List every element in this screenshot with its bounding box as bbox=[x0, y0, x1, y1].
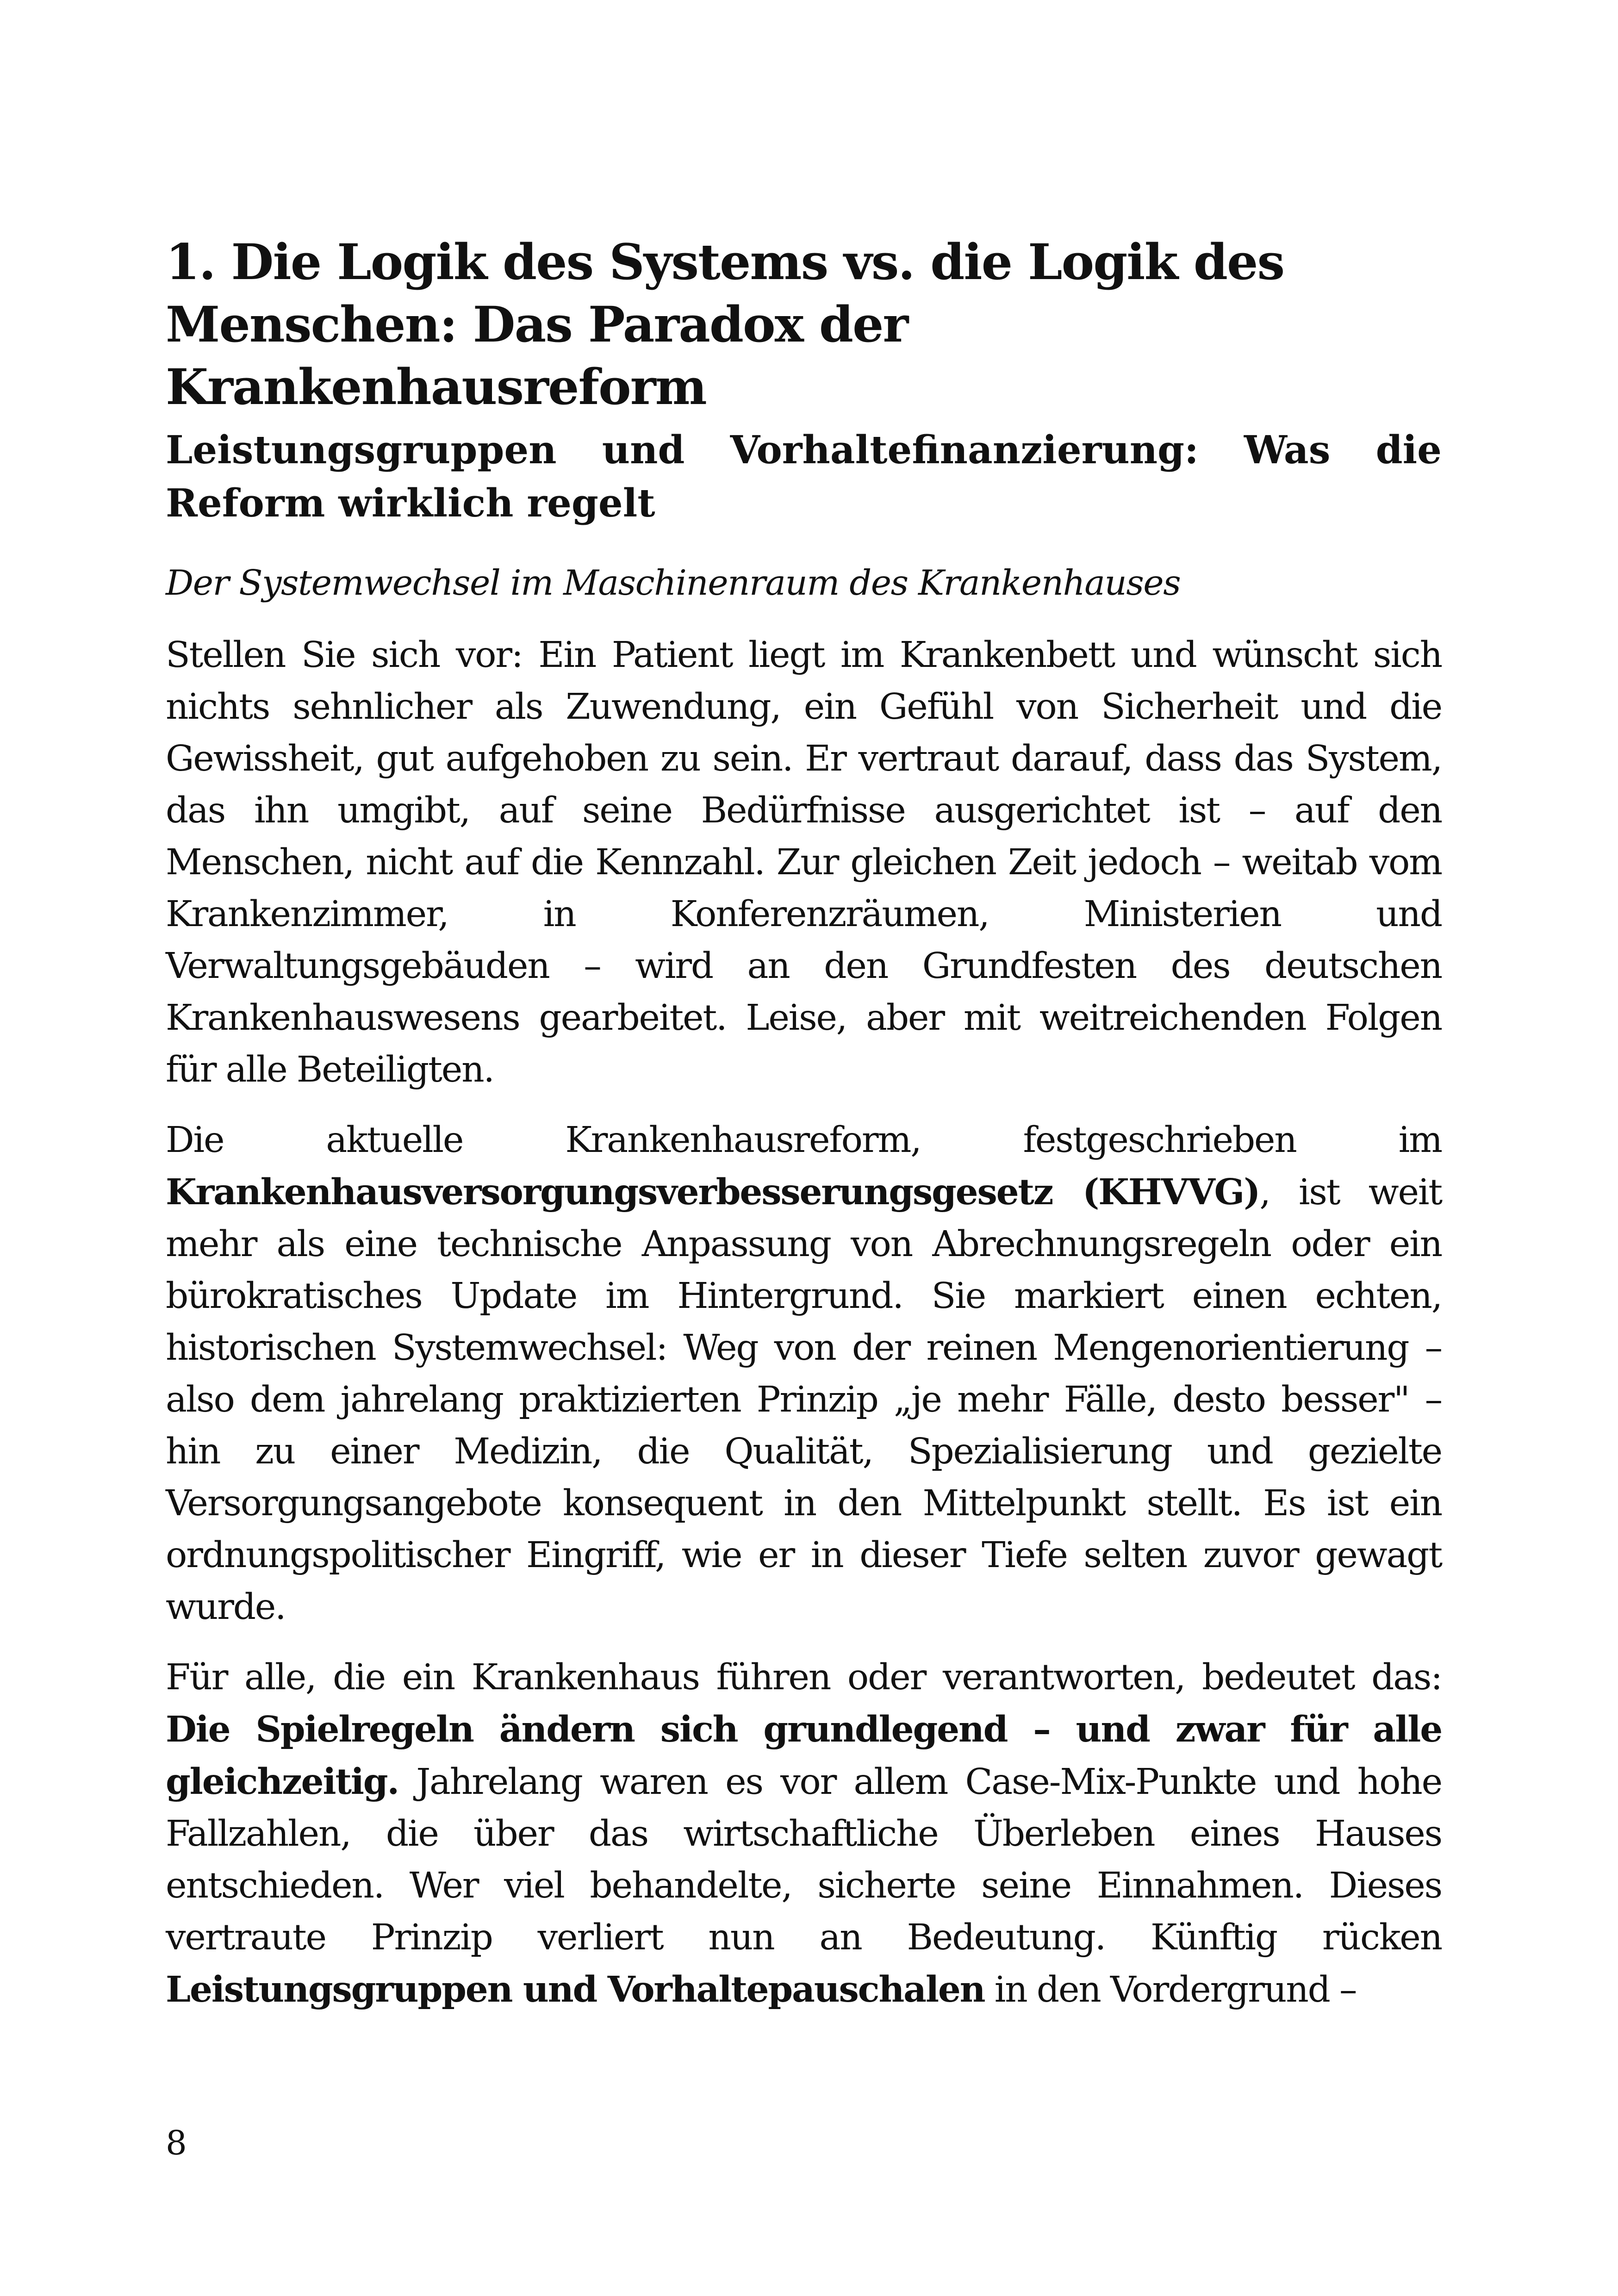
page-number: 8 bbox=[166, 2123, 187, 2162]
paragraph-3-bold-groups: Leistungsgruppen und Vorhaltepauschalen bbox=[166, 1969, 985, 2010]
chapter-title-line-1: 1. Die Logik des Systems vs. die Logik des bbox=[166, 233, 1284, 291]
section-title-line-1: Leistungsgruppen und Vorhaltefinanzierung: Was die bbox=[166, 427, 1442, 473]
paragraph-3-text-a: Für alle, die ein Krankenhaus führen oder verantworten, bedeutet das: bbox=[166, 1657, 1442, 1698]
chapter-title bbox=[166, 230, 1442, 418]
paragraph-1 bbox=[166, 629, 1442, 1096]
section-subtitle: Der Systemwechsel im Maschinenraum des Krankenhauses bbox=[166, 562, 1181, 603]
paragraph-1-text: Stellen Sie sich vor: Ein Patient liegt im Krankenbett und wünscht sich nichts sehnlicher als Zuwendung, ein Gefühl von Sicherheit und die Gewissheit, gut aufgehoben zu sein. Er vertraut darauf, dass das System, das ihn umgibt, auf seine Bedürfnisse ausgerichtet ist – auf den Menschen, nicht auf die Kennzahl. Zur gleichen Zeit jedoch – weitab vom Krankenzimmer, in Konferenzräumen, Ministerien und Verwaltungsgebäuden – wird an den Grundfesten des deutschen Krankenhauswesens gearbeitet. Leise, aber mit weitreichenden Folgen für alle Beteiligten. bbox=[166, 635, 1442, 1090]
chapter-title-line-2: Menschen: Das Paradox der Krankenhausreform bbox=[166, 295, 908, 416]
body-text bbox=[166, 629, 1442, 2035]
paragraph-3-text-e: in den Vordergrund – bbox=[984, 1969, 1357, 2010]
section-title bbox=[166, 423, 1442, 530]
paragraph-3-text-c: Jahrelang waren es vor allem Case-Mix-Punkte und hohe Fallzahlen, die über das wirtschaftliche Überleben eines Hauses entschieden. Wer viel behandelte, sicherte seine Einnahmen. Dieses vertraute Prinzip verliert nun an Bedeutung. Künftig rücken bbox=[166, 1761, 1442, 1958]
section-title-line-2: Reform wirklich regelt bbox=[166, 480, 655, 526]
paragraph-2 bbox=[166, 1114, 1442, 1633]
paragraph-2-text-c: , ist weit mehr als eine technische Anpassung von Abrechnungsregeln oder ein bürokratisches Update im Hintergrund. Sie markiert einen echten, historischen Systemwechsel: Weg von der reinen Mengenorientierung – also dem jahrelang praktizierten Prinzip „je mehr Fälle, desto besser" – hin zu einer Medizin, die Qualität, Spezialisierung und gezielte Versorgungsangebote konsequent in den Mittelpunkt stellt. Es ist ein ordnungspolitischer Eingriff, wie er in dieser Tiefe selten zuvor gewagt wurde. bbox=[166, 1172, 1442, 1628]
paragraph-2-bold-law: Krankenhausversorgungsverbesserungsgesetz (KHVVG) bbox=[166, 1171, 1260, 1213]
paragraph-2-text-a: Die aktuelle Krankenhausreform, festgeschrieben im bbox=[166, 1120, 1442, 1161]
paragraph-3-bold-rules: Die Spielregeln ändern sich grundlegend – und zwar für alle gleichzeitig. bbox=[166, 1709, 1442, 1803]
paragraph-3 bbox=[166, 1652, 1442, 2016]
